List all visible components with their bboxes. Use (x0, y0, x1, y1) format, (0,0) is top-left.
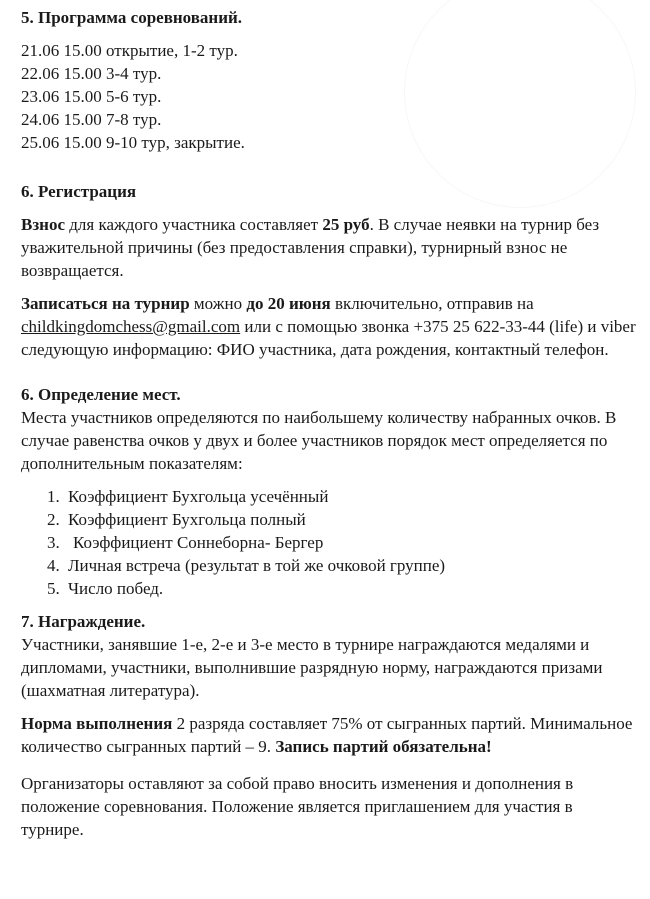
fee-label: Взнос (21, 215, 66, 234)
criteria-text: Личная встреча (результат в той же очковой группе) (68, 556, 446, 575)
norm-text: 2 разряда составляет 75% от сыгранных партий. Минимальное количество сыгранных партий – 9. (21, 714, 633, 756)
schedule-item: 22.06 15.00 3-4 тур. (21, 64, 162, 83)
criteria-number: 3. (47, 533, 60, 552)
section-6-registration-heading: 6. Регистрация (21, 182, 137, 201)
criteria-item (21, 508, 636, 531)
fee-text-rest: . В случае неявки на турнир без уважительной причины (без предоставления справки), турнирный взнос не возвращается. (21, 215, 600, 280)
signup-text-2: включительно, отправив на (330, 294, 534, 313)
criteria-item (21, 577, 636, 600)
signup-text: можно (189, 294, 247, 313)
section-7-heading: 7. Награждение. (21, 612, 146, 631)
criteria-number: 1. (47, 487, 60, 506)
criteria-text: Коэффициент Бухгольца полный (68, 510, 306, 529)
schedule-item: 21.06 15.00 открытие, 1-2 тур. (21, 41, 238, 60)
fee-amount: 25 руб (322, 215, 370, 234)
fee-text: для каждого участника составляет (65, 215, 323, 234)
signup-label: Записаться на турнир (21, 294, 190, 313)
schedule-item: 23.06 15.00 5-6 тур. (21, 87, 162, 106)
criteria-list (21, 485, 636, 600)
criteria-number: 2. (47, 510, 60, 529)
criteria-number: 4. (47, 556, 60, 575)
norm-paragraph (21, 712, 636, 758)
norm-label: Норма выполнения (21, 714, 173, 733)
awards-paragraph: Участники, занявшие 1-е, 2-е и 3-е место в турнире награждаются медалями и дипломами, участники, выполнившие разрядную норму, награждаются призами (шахматная литература). (21, 635, 603, 700)
norm-required: Запись партий обязательна! (275, 737, 492, 756)
signup-paragraph (21, 292, 636, 361)
criteria-item (21, 554, 636, 577)
section-6-placement-heading: 6. Определение мест. (21, 385, 181, 404)
document-page (21, 6, 636, 841)
criteria-number: 5. (47, 579, 60, 598)
criteria-text: Коэффициент Соннеборна- Бергер (73, 533, 324, 552)
criteria-text: Число побед. (68, 579, 164, 598)
schedule-item: 25.06 15.00 9-10 тур, закрытие. (21, 133, 245, 152)
fee-paragraph (21, 213, 636, 282)
schedule-item: 24.06 15.00 7-8 тур. (21, 110, 162, 129)
closing-paragraph: Организаторы оставляют за собой право вносить изменения и дополнения в положение соревнования. Положение является приглашением для участия в турнире. (21, 774, 574, 839)
signup-deadline: до 20 июня (246, 294, 331, 313)
email-link[interactable]: childkingdomchess@gmail.com (21, 317, 241, 336)
placement-intro: Места участников определяются по наибольшему количеству набранных очков. В случае равенства очков у двух и более участников порядок мест определяется по дополнительным показателям: (21, 408, 617, 473)
criteria-item (21, 531, 636, 554)
criteria-text: Коэффициент Бухгольца усечённый (68, 487, 329, 506)
criteria-item (21, 485, 636, 508)
signup-text-3: или с помощью звонка +375 25 622-33-44 (life) и viber следующую информацию: ФИО участника, дата рождения, контактный телефон. (21, 317, 636, 359)
section-5-heading: 5. Программа соревнований. (21, 8, 243, 27)
